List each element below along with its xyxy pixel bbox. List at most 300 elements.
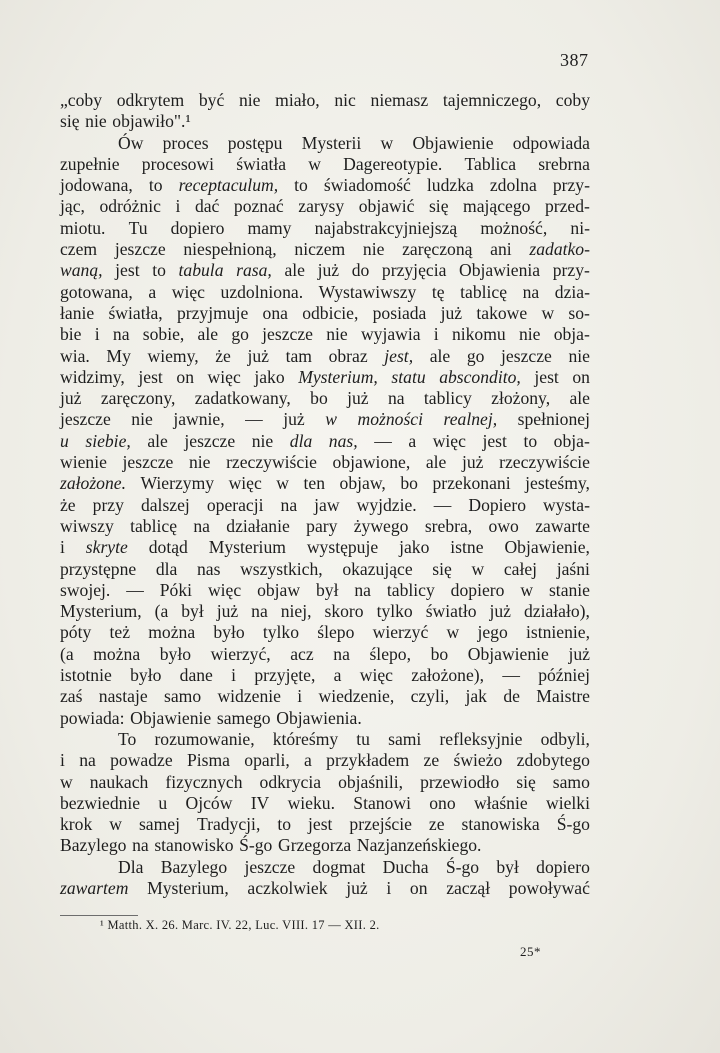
word: Ów	[118, 132, 144, 153]
word: przyjęte,	[254, 665, 316, 686]
word: możność,	[480, 217, 548, 238]
word: działało),	[523, 601, 590, 622]
word: dzia-	[554, 281, 590, 302]
word: jeszcze	[244, 856, 296, 877]
word: tę	[431, 281, 445, 302]
word: przy	[92, 494, 124, 515]
word: możności	[357, 409, 424, 430]
word: sobie,	[142, 324, 185, 345]
word: miało,	[275, 90, 320, 110]
word: już	[568, 643, 590, 664]
word: więc	[432, 430, 466, 451]
word: stanowisko	[154, 835, 234, 856]
word: rozumowanie,	[154, 728, 255, 749]
text-line	[60, 473, 590, 494]
word: uzdolniona.	[220, 281, 304, 302]
word: czyli,	[410, 686, 450, 707]
word: niespełnioną,	[183, 239, 277, 260]
word: to	[277, 814, 292, 835]
page-number: 387	[560, 50, 589, 70]
word: Dopiero	[468, 494, 527, 515]
word: póty	[60, 622, 92, 643]
word: przejście	[349, 814, 412, 835]
word: zadatkowany,	[194, 388, 291, 409]
word: bo	[310, 388, 328, 409]
word: tablicy	[386, 579, 435, 600]
word: widzimy,	[60, 366, 125, 387]
word: nie	[238, 90, 261, 110]
word: naukach	[89, 771, 149, 792]
word: ale	[569, 388, 590, 409]
word: wysta-	[543, 494, 590, 515]
text-line	[60, 303, 590, 324]
word: i	[94, 324, 100, 345]
text-line	[60, 111, 590, 132]
word: można	[148, 622, 196, 643]
word: (a	[154, 601, 169, 622]
word: w	[471, 558, 485, 579]
word: i	[60, 750, 65, 771]
word: przykładem	[326, 750, 410, 771]
word: nie	[251, 430, 274, 451]
word: już	[216, 601, 239, 622]
word: czem	[60, 239, 98, 260]
word: Mysterium,	[147, 877, 229, 898]
word: przyjmuje	[176, 302, 249, 323]
word: ze	[423, 750, 440, 771]
word: postępu	[227, 132, 283, 153]
word: tabula	[178, 260, 224, 281]
word: Ś-go	[239, 835, 273, 856]
text-line	[60, 133, 590, 154]
word: Mysterium,	[298, 366, 378, 387]
word: niczem	[294, 239, 346, 260]
word: jaśni	[556, 558, 590, 579]
text-line	[60, 878, 590, 899]
printer-signature: 25*	[520, 944, 541, 959]
word: widzenie	[217, 686, 281, 707]
word: ale	[197, 324, 219, 345]
word: można	[93, 643, 141, 664]
word: abscondito,	[439, 366, 521, 387]
word: nie	[131, 409, 153, 430]
word: już	[440, 302, 463, 323]
word: więc	[207, 579, 242, 600]
text-line	[60, 409, 590, 430]
word: bo	[400, 473, 418, 494]
word: posiada	[372, 302, 427, 323]
word: My	[106, 345, 131, 366]
word: Stanowi	[353, 792, 411, 813]
word: już	[247, 345, 269, 366]
word: na	[79, 750, 96, 771]
word: jest	[138, 366, 163, 387]
word: nie	[85, 111, 107, 132]
word: stanowiska	[461, 814, 540, 835]
word: wienie	[60, 452, 107, 473]
word: go	[231, 324, 249, 345]
word: w	[109, 814, 122, 835]
footnote-divider	[60, 915, 138, 916]
word: zdolna	[489, 175, 537, 196]
word: Pisma	[186, 750, 230, 771]
word: był	[315, 579, 339, 600]
word: najabstrakcyjniejszą	[314, 217, 458, 238]
text-line	[60, 750, 590, 771]
word: odkrytem	[116, 90, 185, 110]
text-line	[60, 90, 590, 111]
word: obja-	[553, 430, 590, 451]
word: Ducha	[382, 856, 429, 877]
word: a	[408, 430, 417, 451]
word: na	[333, 643, 350, 664]
word: jawnie,	[173, 409, 225, 430]
word: jako	[399, 537, 430, 558]
word: jest	[115, 260, 140, 281]
text-line	[60, 282, 590, 303]
word: świeżo	[453, 750, 503, 771]
word: spełnionej	[517, 409, 590, 430]
word: wierzyć	[372, 622, 429, 643]
word: jest,	[384, 345, 414, 366]
word: acz	[290, 643, 314, 664]
word: objaw	[257, 579, 301, 600]
word: całej	[503, 558, 538, 579]
text-line	[60, 346, 590, 367]
word: jest	[482, 430, 507, 451]
footnote: ¹ Matth. X. 26. Marc. IV. 22, Luc. VIII. 17 — XII. 2.	[100, 918, 380, 932]
word: i	[60, 537, 65, 558]
word: go	[466, 345, 485, 366]
word: zupełnie	[60, 153, 120, 174]
word: dane	[179, 665, 213, 686]
word: więc	[228, 473, 262, 494]
word: się	[60, 111, 80, 132]
word: aczkolwiek	[247, 877, 328, 898]
word: mającego	[463, 196, 531, 217]
word: zdobytego	[516, 750, 590, 771]
word: Ś-go	[556, 814, 590, 835]
word: To	[118, 728, 137, 749]
word: dalszej	[140, 494, 190, 515]
word: że	[60, 494, 76, 515]
word: ze	[428, 814, 445, 835]
word: zawarte	[535, 515, 590, 536]
word: objaśnili,	[338, 771, 404, 792]
word: odbyli,	[540, 728, 590, 749]
word: obraz	[328, 345, 368, 366]
word: IV	[250, 792, 270, 813]
word: Dagereotypie.	[343, 153, 443, 174]
word: łanie	[60, 302, 95, 323]
text-line	[60, 516, 590, 537]
word: przewiodło	[420, 771, 500, 792]
word: srebrna	[538, 153, 590, 174]
word: stanie	[548, 579, 590, 600]
word: światła	[236, 153, 287, 174]
word: przystępne	[60, 558, 137, 579]
word: ni-	[570, 217, 590, 238]
word: poznać	[233, 196, 284, 217]
word: wiemy,	[147, 345, 199, 366]
word: ślepo	[317, 622, 355, 643]
word: ludzka	[426, 175, 474, 196]
text-line	[60, 196, 590, 217]
word: żywego	[353, 515, 409, 536]
word: takowe	[476, 302, 528, 323]
word: skoro	[324, 601, 364, 622]
word: wyjawia	[360, 324, 421, 345]
word: proces	[162, 132, 209, 153]
word: u	[60, 430, 69, 451]
word: skryte	[85, 537, 128, 558]
word: jeszcze	[184, 430, 236, 451]
word: nie	[326, 324, 348, 345]
word: nastaje	[98, 686, 148, 707]
word: sami	[388, 728, 422, 749]
text-line	[60, 388, 590, 409]
word: mamy	[247, 217, 292, 238]
word: w	[308, 153, 321, 174]
word: to	[152, 260, 166, 281]
word: wyjdzie.	[356, 494, 417, 515]
text-line	[60, 260, 590, 281]
text-line	[60, 644, 590, 665]
text-line	[60, 857, 590, 878]
text-line	[60, 218, 590, 239]
word: Ojców	[185, 792, 233, 813]
word: w	[276, 473, 290, 494]
word: jest	[534, 366, 559, 387]
word: objaw,	[339, 473, 386, 494]
word: Objawienie	[412, 132, 494, 153]
text-line	[60, 729, 590, 750]
word: bie	[60, 324, 82, 345]
word: jąc,	[60, 196, 85, 217]
word: powiada:	[60, 707, 125, 728]
word: refleksyjnie	[439, 728, 523, 749]
word: się	[516, 771, 536, 792]
word: przekonani	[432, 473, 511, 494]
word: tam	[285, 345, 312, 366]
word: samego	[216, 707, 271, 728]
text-line	[60, 154, 590, 175]
word: —	[374, 430, 392, 451]
word: w	[520, 579, 534, 600]
word: Bazylego	[60, 835, 127, 856]
word: rasa,	[236, 260, 272, 281]
word: swojej.	[60, 579, 111, 600]
word: ślepo,	[369, 643, 411, 664]
word: a	[304, 750, 312, 771]
word: się	[428, 196, 449, 217]
word: „coby	[60, 90, 103, 110]
word: objawiło".¹	[112, 111, 191, 132]
word: później	[538, 665, 590, 686]
word: zawartem	[60, 877, 129, 898]
word: więc	[171, 281, 205, 302]
word: realnej,	[443, 409, 498, 430]
word: siebie,	[85, 430, 131, 451]
word: już	[461, 452, 484, 473]
word: —	[502, 665, 520, 686]
word: (a	[60, 643, 74, 664]
text-line	[60, 431, 590, 452]
word: jeszcze	[122, 452, 174, 473]
word: i	[231, 665, 237, 686]
word: było	[213, 622, 245, 643]
word: on	[572, 366, 590, 387]
text-line	[60, 708, 590, 729]
word: to	[294, 175, 308, 196]
word: tu	[356, 728, 370, 749]
word: powoływać	[508, 877, 590, 898]
word: zaręczony,	[100, 388, 176, 409]
text-line	[60, 601, 590, 622]
word: jeszcze	[262, 324, 313, 345]
word: i	[297, 686, 303, 707]
word: dopiero	[536, 856, 590, 877]
word: tablicy	[423, 388, 472, 409]
word: samo	[163, 686, 202, 707]
word: wszystkich,	[240, 558, 323, 579]
word: procesowi	[141, 153, 215, 174]
word: wielki	[545, 792, 590, 813]
word: już	[283, 409, 305, 430]
word: receptaculum,	[178, 175, 279, 196]
word: fizycznych	[165, 771, 243, 792]
word: Tablica	[464, 153, 517, 174]
text-line	[60, 580, 590, 601]
word: zadatko-	[529, 239, 590, 260]
word: w	[380, 132, 394, 153]
word: był	[181, 601, 204, 622]
word: nas	[197, 558, 221, 579]
word: w	[446, 622, 460, 643]
word: pary	[306, 515, 338, 536]
word: w	[60, 771, 73, 792]
word: samo	[552, 771, 590, 792]
word: tylko	[376, 601, 413, 622]
word: bo	[430, 643, 449, 664]
word: jesteśmy,	[525, 473, 590, 494]
word: statu	[391, 366, 426, 387]
word: i	[175, 196, 181, 217]
text-line	[60, 175, 590, 196]
word: rzeczywiście	[226, 452, 317, 473]
word: nie	[188, 452, 211, 473]
word: przy-	[552, 175, 590, 196]
word: świadomość	[323, 175, 411, 196]
word: odróżnic	[99, 196, 161, 217]
word: jaw	[314, 494, 340, 515]
word: Wystawiwszy	[318, 281, 417, 302]
word: zarysy	[298, 196, 345, 217]
word: niej,	[280, 601, 312, 622]
word: dać	[194, 196, 220, 217]
word: działanie	[226, 515, 290, 536]
word: zaczął	[446, 877, 491, 898]
word: już	[60, 388, 82, 409]
word: Nazjanzeńskiego.	[356, 835, 482, 856]
word: samej	[138, 814, 180, 835]
word: już	[347, 388, 369, 409]
word: Objawienie	[130, 707, 212, 728]
word: ani	[490, 239, 512, 260]
word: Mysterium,	[60, 601, 142, 622]
word: na	[354, 579, 371, 600]
word: Grzegorza	[277, 835, 352, 856]
word: objawione,	[332, 452, 411, 473]
word: Wierzymy	[140, 473, 215, 494]
word: owo	[488, 515, 519, 536]
word: na	[132, 835, 149, 856]
text-line	[60, 559, 590, 580]
body-text	[60, 90, 590, 899]
word: był	[496, 856, 519, 877]
word: w	[541, 302, 555, 323]
word: Mysterii	[301, 132, 362, 153]
word: że	[215, 345, 231, 366]
word: okazujące	[342, 558, 413, 579]
word: tajemniczego,	[442, 90, 542, 110]
word: niemasz	[370, 90, 429, 110]
text-line	[60, 686, 590, 707]
word: to	[148, 175, 163, 196]
word: na	[522, 281, 540, 302]
word: właśnie	[473, 792, 528, 813]
word: zaś	[60, 686, 83, 707]
word: Objawienie	[467, 643, 549, 664]
word: jeszcze	[60, 409, 111, 430]
word: jodowana,	[60, 175, 133, 196]
word: Tu	[128, 217, 148, 238]
word: jako	[254, 366, 285, 387]
word: Ś-go	[445, 856, 480, 877]
word: odkrycia	[259, 771, 322, 792]
word: krok	[60, 814, 93, 835]
word: —	[126, 579, 144, 600]
word: rzeczywiście	[499, 452, 590, 473]
word: ten	[303, 473, 326, 494]
word: nie	[362, 239, 385, 260]
word: ale	[429, 345, 451, 366]
word: miotu.	[60, 217, 106, 238]
word: a	[148, 281, 157, 302]
text-line	[60, 835, 590, 856]
word: więc	[359, 665, 393, 686]
word: światło	[425, 601, 477, 622]
word: Objawienie,	[504, 537, 590, 558]
word: nic	[334, 90, 356, 110]
word: dogmat	[312, 856, 366, 877]
word: na	[251, 601, 268, 622]
word: jest	[308, 814, 333, 835]
word: jak	[465, 686, 487, 707]
text-line	[60, 814, 590, 835]
word: jeszcze	[114, 239, 166, 260]
word: odbicie,	[302, 302, 359, 323]
word: wiedzenie,	[318, 686, 395, 707]
word: do	[351, 260, 370, 281]
word: tablicę	[460, 281, 508, 302]
word: Tradycji,	[196, 814, 261, 835]
word: jego	[477, 622, 508, 643]
word: jeszcze	[501, 345, 552, 366]
word: więc	[207, 366, 241, 387]
word: to	[523, 430, 538, 451]
text-line	[60, 665, 590, 686]
